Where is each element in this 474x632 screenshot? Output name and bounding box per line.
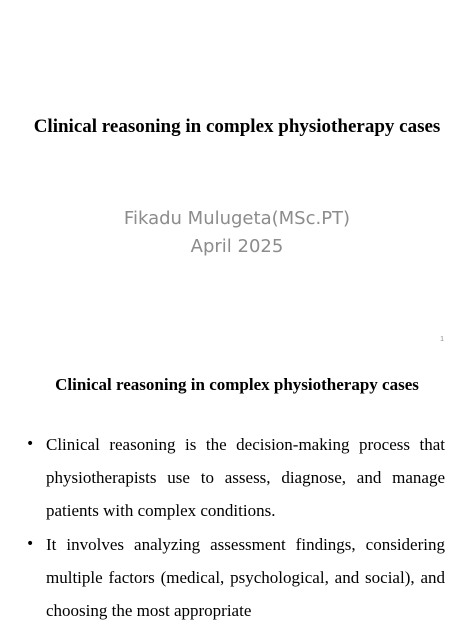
bullet-icon: • [26,536,35,552]
slide-2 [0,350,474,632]
slide-1-subtitle [20,205,454,261]
bullet-list [26,428,445,628]
bullet-text: Clinical reasoning is the decision-making process that physiotherapists use to assess, diagnose, and manage patients with complex conditions. [46,435,445,520]
slide-1-title: Clinical reasoning in complex physiotherapy cases [33,116,441,137]
bullet-icon: • [26,436,35,452]
bullet-text: It involves analyzing assessment findings, considering multiple factors (medical, psychological, and social), and choosing the most appropriate [46,535,445,620]
author-name: Fikadu Mulugeta(MSc.PT) [123,208,351,229]
presentation-date: April 2025 [190,236,284,257]
page-number: 1 [440,336,444,343]
bullet-item-1 [26,428,445,527]
slide-2-title: Clinical reasoning in complex physiotherapy cases [55,375,419,394]
bullet-item-2 [26,528,445,627]
